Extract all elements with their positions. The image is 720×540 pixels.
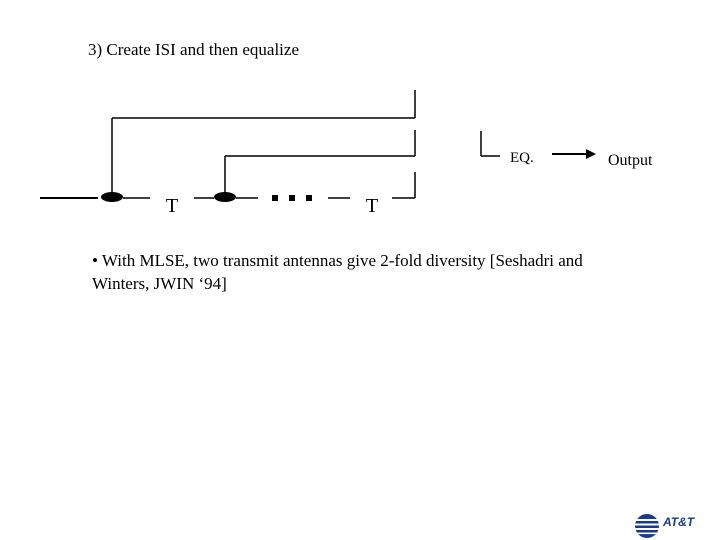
output-arrow-head [586,149,596,159]
slide-heading: 3) Create ISI and then equalize [88,40,299,59]
delay-label-2: T [365,195,379,217]
equalizer-label: EQ. [510,150,534,166]
ellipsis-dot-2 [289,195,295,201]
ellipsis-dot-3 [306,195,312,201]
delay-label-1: T [165,195,179,217]
body-bullet-text: • With MLSE, two transmit antennas give 2-fold diversity [Seshadri and Winters, JWIN ‘94] [92,251,583,293]
ellipsis-dot-1 [272,195,278,201]
att-globe-icon [633,512,661,540]
logo-text: AT&T [663,515,695,529]
att-logo [633,512,699,540]
output-label: Output [608,152,653,169]
